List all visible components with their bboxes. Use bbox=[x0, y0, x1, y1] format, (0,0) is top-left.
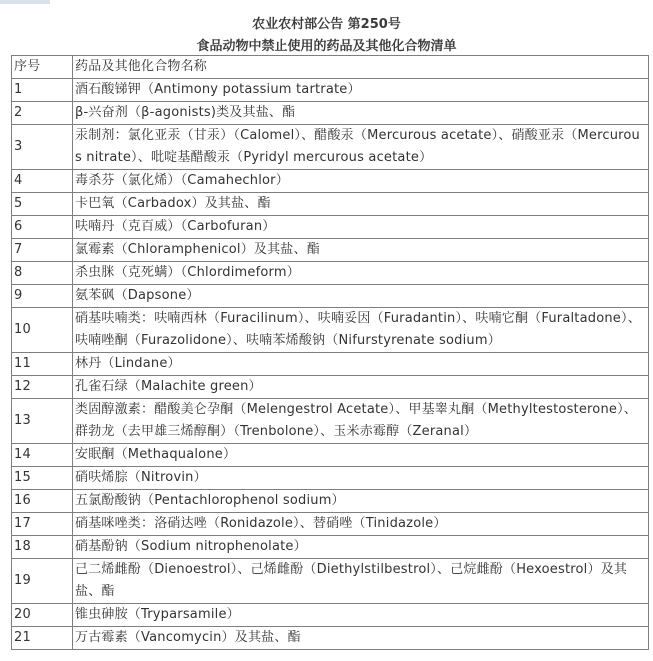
row-number: 6 bbox=[12, 216, 73, 239]
row-number: 7 bbox=[12, 239, 73, 262]
compound-name: 酒石酸锑钾（Antimony potassium tartrate） bbox=[73, 79, 649, 102]
table-row bbox=[12, 444, 649, 467]
compound-name: 五氯酚酸钠（Pentachlorophenol sodium） bbox=[73, 490, 649, 513]
row-number: 15 bbox=[12, 467, 73, 490]
column-header-name: 药品及其他化合物名称 bbox=[73, 56, 649, 79]
table-row bbox=[12, 467, 649, 490]
compound-name: 氯霉素（Chloramphenicol）及其盐、酯 bbox=[73, 239, 649, 262]
row-number: 5 bbox=[12, 193, 73, 216]
table-row bbox=[12, 399, 649, 444]
row-number: 14 bbox=[12, 444, 73, 467]
row-number: 9 bbox=[12, 285, 73, 308]
table-row bbox=[12, 125, 649, 170]
row-number: 2 bbox=[12, 102, 73, 125]
compound-name: 林丹（Lindane） bbox=[73, 353, 649, 376]
notice-title: 农业农村部公告 第250号 bbox=[252, 17, 401, 32]
table-row bbox=[12, 627, 649, 650]
compound-name: 氨苯砜（Dapsone） bbox=[73, 285, 649, 308]
table-row bbox=[12, 559, 649, 604]
row-number: 20 bbox=[12, 604, 73, 627]
table-row bbox=[12, 193, 649, 216]
row-number: 10 bbox=[12, 308, 73, 353]
compound-name: 硝基呋喃类：呋喃西林（Furacilinum）、呋喃妥因（Furadantin）、呋喃它酮（Furaltadone）、呋喃唑酮（Furazolidone）、呋喃苯烯酸钠（Nifurstyrenate sodium） bbox=[73, 308, 649, 353]
compound-name: 硝呋烯腙（Nitrovin） bbox=[73, 467, 649, 490]
row-number: 18 bbox=[12, 536, 73, 559]
row-number: 8 bbox=[12, 262, 73, 285]
row-number: 21 bbox=[12, 627, 73, 650]
table-row bbox=[12, 353, 649, 376]
prohibited-drugs-table bbox=[11, 55, 649, 650]
row-number: 11 bbox=[12, 353, 73, 376]
compound-name: 硝基酚钠（Sodium nitrophenolate） bbox=[73, 536, 649, 559]
table-row bbox=[12, 376, 649, 399]
table-row bbox=[12, 513, 649, 536]
compound-name: 汞制剂：氯化亚汞（甘汞）（Calomel）、醋酸汞（Mercurous acetate）、硝酸亚汞（Mercurous nitrate）、吡啶基醋酸汞（Pyridyl mercurous acetate） bbox=[73, 125, 649, 170]
row-number: 13 bbox=[12, 399, 73, 444]
list-subtitle: 食品动物中禁止使用的药品及其他化合物清单 bbox=[196, 39, 457, 54]
row-number: 16 bbox=[12, 490, 73, 513]
table-row bbox=[12, 490, 649, 513]
table-row bbox=[12, 170, 649, 193]
table-row bbox=[12, 536, 649, 559]
column-header-number: 序号 bbox=[12, 56, 73, 79]
table-row bbox=[12, 102, 649, 125]
top-left-corner-tab bbox=[0, 0, 50, 4]
compound-name: β-兴奋剂（β-agonists)类及其盐、酯 bbox=[73, 102, 649, 125]
table-row bbox=[12, 604, 649, 627]
compound-name: 卡巴氧（Carbadox）及其盐、酯 bbox=[73, 193, 649, 216]
compound-name: 万古霉素（Vancomycin）及其盐、酯 bbox=[73, 627, 649, 650]
compound-name: 呋喃丹（克百威）（Carbofuran） bbox=[73, 216, 649, 239]
compound-name: 安眠酮（Methaqualone） bbox=[73, 444, 649, 467]
compound-name: 类固醇激素：醋酸美仑孕酮（Melengestrol Acetate）、甲基睾丸酮（Methyltestosterone）、群勃龙（去甲雄三烯醇酮）（Trenbolone）、玉米赤霉醇（Zeranal） bbox=[73, 399, 649, 444]
compound-name: 孔雀石绿（Malachite green） bbox=[73, 376, 649, 399]
compound-name: 杀虫脒（克死螨）（Chlordimeform） bbox=[73, 262, 649, 285]
row-number: 17 bbox=[12, 513, 73, 536]
table-row bbox=[12, 79, 649, 102]
table-row bbox=[12, 308, 649, 353]
table-row bbox=[12, 239, 649, 262]
compound-name: 己二烯雌酚（Dienoestrol）、己烯雌酚（Diethylstilbestrol）、己烷雌酚（Hexoestrol）及其盐、酯 bbox=[73, 559, 649, 604]
table-header-row bbox=[12, 56, 649, 79]
row-number: 1 bbox=[12, 79, 73, 102]
compound-name: 毒杀芬（氯化烯）（Camahechlor） bbox=[73, 170, 649, 193]
row-number: 19 bbox=[12, 559, 73, 604]
table-row bbox=[12, 262, 649, 285]
compound-name: 硝基咪唑类：洛硝达唑（Ronidazole）、替硝唑（Tinidazole） bbox=[73, 513, 649, 536]
row-number: 3 bbox=[12, 125, 73, 170]
table-row bbox=[12, 216, 649, 239]
table-row bbox=[12, 285, 649, 308]
row-number: 12 bbox=[12, 376, 73, 399]
compound-name: 锥虫砷胺（Tryparsamile） bbox=[73, 604, 649, 627]
row-number: 4 bbox=[12, 170, 73, 193]
